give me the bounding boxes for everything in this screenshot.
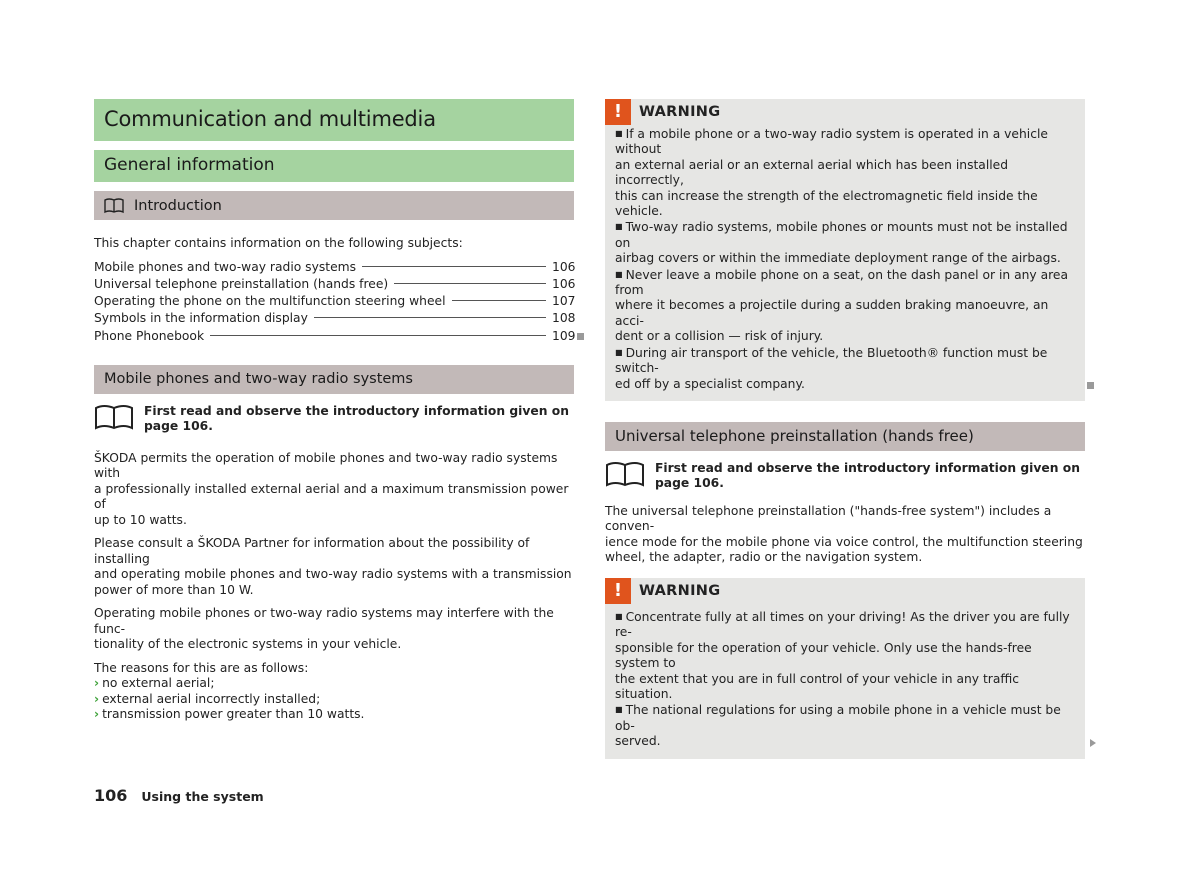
end-marker-icon (577, 333, 584, 340)
warning-box (605, 99, 1085, 401)
toc-entry[interactable]: Phone Phonebook 109 (94, 328, 574, 345)
exclamation-icon: ! (605, 578, 631, 604)
list-item: › no external aerial; (94, 676, 215, 691)
warning-text: ■ If a mobile phone or a two-way radio system is operated in a vehicle without an external aerial or an external aerial which has been installed incorrectly, this can increase the strength of the electromagnetic field inside the vehicle. ■ Two-way radio systems, mobile phones or mounts must not be installed on airbag covers or within the immediate deployment range of the airbags. ■ Never leave a mobile phone on a seat, on the dash panel or in any area from where it becomes a projectile during a sudden braking manoeuvre, an acci- dent or a collision — risk of injury. ■ During air transport of the vehicle, the Bluetooth® function must be switch- ed off by a specialist company. (615, 127, 1069, 391)
left-column (94, 99, 574, 723)
toc-entry[interactable]: Mobile phones and two-way radio systems 106 (94, 259, 576, 274)
book-icon (104, 198, 124, 214)
intro-heading (94, 191, 574, 220)
chevron-right-icon: › (94, 691, 100, 706)
read-first-text: First read and observe the introductory information given on page 106. (144, 403, 569, 433)
paragraph: The universal telephone preinstallation ("hands-free system") includes a conven- ience mode for the mobile phone via voice control, the multifunction steering wheel, the adapter, radio or the navigation system. (605, 503, 1083, 565)
toc-entry[interactable]: Symbols in the information display 108 (94, 311, 576, 326)
paragraph: ŠKODA permits the operation of mobile phones and two-way radio systems with a professionally installed external aerial and a maximum transmission power of up to 10 watts. (94, 450, 569, 527)
read-first-text: First read and observe the introductory information given on page 106. (655, 460, 1080, 490)
page-number: 106 (94, 786, 128, 805)
table-of-contents (94, 259, 574, 345)
warning-text: ■ Concentrate fully at all times on your driving! As the driver you are fully re- sponsible for the operation of your vehicle. Only use the hands-free system to the extent that you are in full control of your vehicle in any traffic situation. ■ The national regulations for using a mobile phone in a vehicle must be ob- served. (615, 609, 1070, 749)
toc-entry[interactable]: Universal telephone preinstallation (hands free) 106 (94, 276, 576, 291)
section-title: General information (94, 150, 574, 182)
chapter-title: Communication and multimedia (94, 99, 574, 141)
end-marker-icon (1087, 382, 1094, 389)
list-item: › external aerial incorrectly installed; (94, 691, 321, 706)
book-icon (605, 460, 645, 488)
read-first-note (94, 404, 574, 434)
paragraph: Operating mobile phones or two-way radio systems may interfere with the func- tionality of the electronic systems in your vehicle. (94, 606, 554, 652)
intro-text: This chapter contains information on the following subjects: (94, 236, 463, 250)
reasons-intro: The reasons for this are as follows: (94, 660, 309, 675)
intro-heading-label: Introduction (134, 197, 222, 214)
paragraph: Please consult a ŠKODA Partner for information about the possibility of installing and operating mobile phones and two-way radio systems with a transmission power of more than 10 W. (94, 536, 572, 597)
page-footer (94, 786, 264, 805)
footer-section: Using the system (141, 789, 264, 804)
warning-title: WARNING (639, 582, 721, 599)
chevron-right-icon: › (94, 676, 100, 691)
read-first-note (605, 461, 1085, 491)
continue-arrow-icon (1090, 739, 1096, 747)
right-column (605, 99, 1085, 759)
list-item: › transmission power greater than 10 watts. (94, 707, 365, 722)
chevron-right-icon: › (94, 707, 100, 722)
mobile-heading: Mobile phones and two-way radio systems (94, 365, 574, 394)
book-icon (94, 403, 134, 431)
warning-box (605, 578, 1085, 759)
exclamation-icon: ! (605, 99, 631, 125)
reasons-list (94, 661, 574, 723)
hands-free-heading: Universal telephone preinstallation (hands free) (605, 422, 1085, 451)
warning-title: WARNING (639, 104, 721, 120)
toc-entry[interactable]: Operating the phone on the multifunction steering wheel 107 (94, 294, 576, 309)
